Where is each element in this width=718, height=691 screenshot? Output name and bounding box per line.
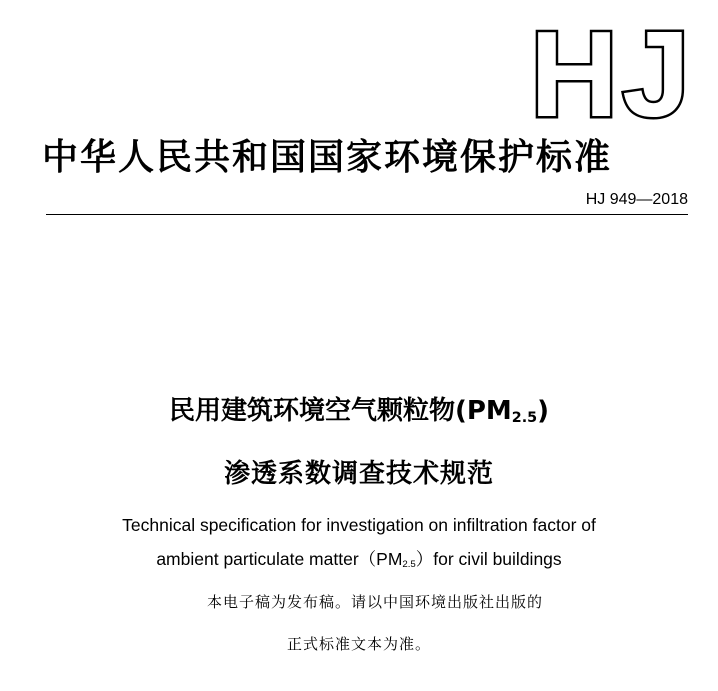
notice-line-1: 本电子稿为发布稿。请以中国环境出版社出版的 [206, 593, 543, 611]
header-divider [46, 214, 688, 215]
english-title-line-2-pre: ambient particulate matter（PM [156, 549, 403, 569]
chinese-title-line-1-main: 民用建筑环境空气颗粒物(PM [168, 396, 512, 426]
english-title-line-2 [0, 547, 718, 577]
chinese-title-pm-subscript: 2.5 [511, 409, 538, 426]
english-title-pm-subscript: 2.5 [402, 558, 416, 570]
organization-title: 中华人民共和国国家环境保护标准 [42, 137, 613, 178]
hj-logo: HJ [530, 6, 694, 142]
chinese-title-line-1-close: ) [537, 396, 550, 426]
english-title-line-2-post: ）for civil buildings [415, 549, 562, 569]
english-title-line-1: Technical specification for investigation on infiltration factor of [122, 515, 596, 535]
standard-number: HJ 949—2018 [585, 191, 688, 208]
notice-line-2: 正式标准文本为准。 [286, 635, 431, 653]
chinese-title-line-2: 渗透系数调查技术规范 [223, 459, 494, 489]
chinese-title-line-1 [0, 393, 718, 436]
